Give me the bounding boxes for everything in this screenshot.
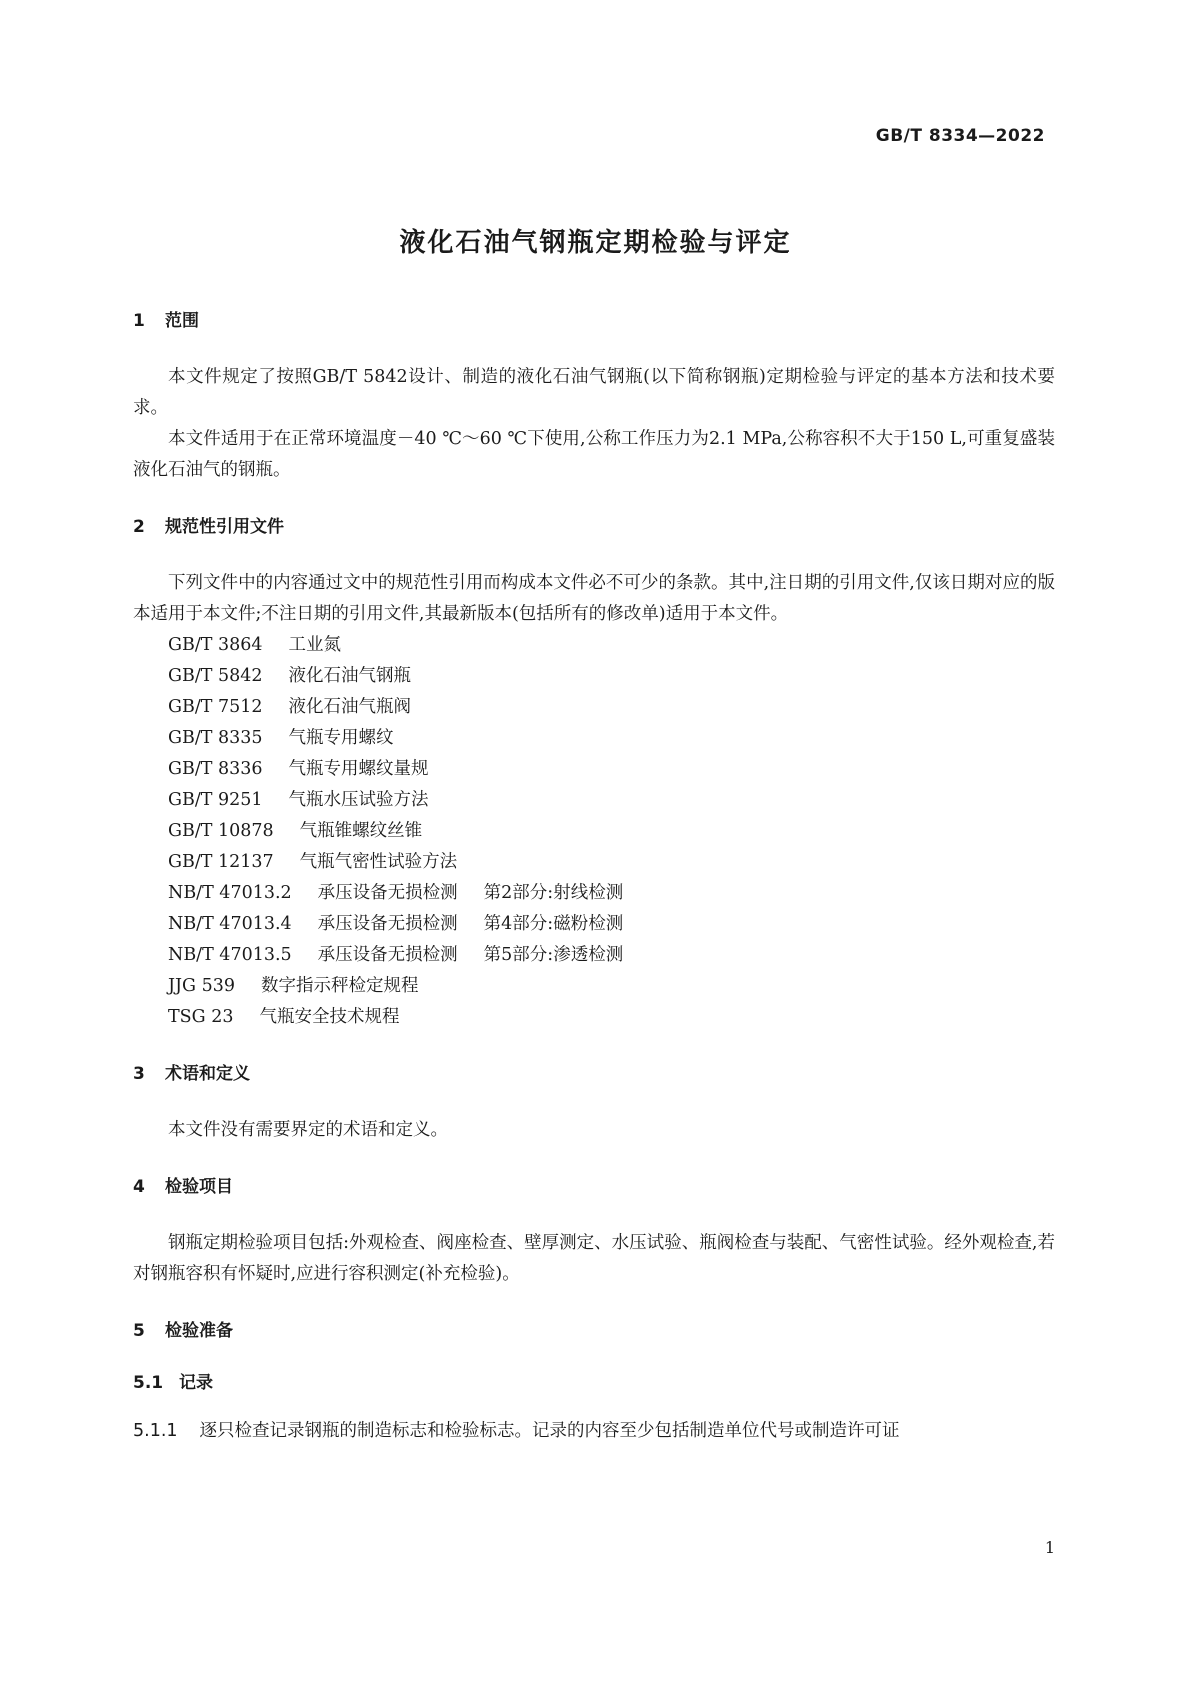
reference-code: GB/T 5842 (168, 666, 263, 686)
paragraph: 钢瓶定期检验项目包括:外观检查、阀座检查、壁厚测定、水压试验、瓶阀检查与装配、气密性试验。经外观检查,若对钢瓶容积有怀疑时,应进行容积测定(补充检验)。 (133, 1233, 1055, 1284)
reference-code: GB/T 9251 (168, 790, 263, 810)
reference-title: 工业氮 (288, 635, 342, 655)
reference-code: GB/T 3864 (168, 635, 263, 655)
section-title: 检验准备 (165, 1321, 233, 1341)
reference-part: 第2部分:射线检测 (483, 883, 624, 903)
reference-code: GB/T 7512 (168, 697, 263, 717)
paragraph: 本文件适用于在正常环境温度－40 ℃～60 ℃下使用,公称工作压力为2.1 MPa,公称容积不大于150 L,可重复盛装液化石油气的钢瓶。 (133, 429, 1055, 480)
clause-5-1-1 (133, 1416, 1055, 1447)
subsection-number: 5.1 (133, 1373, 164, 1393)
standard-code: GB/T 8334—2022 (875, 126, 1045, 146)
list-item (133, 878, 1055, 909)
page-number: 1 (1044, 1538, 1055, 1557)
list-item (133, 847, 1055, 878)
reference-title: 气瓶水压试验方法 (288, 790, 429, 810)
reference-title: 气瓶安全技术规程 (259, 1007, 400, 1027)
subsection-title: 记录 (179, 1373, 213, 1393)
list-item (133, 692, 1055, 723)
list-item (133, 909, 1055, 940)
paragraph: 本文件规定了按照GB/T 5842设计、制造的液化石油气钢瓶(以下简称钢瓶)定期检验与评定的基本方法和技术要求。 (133, 367, 1055, 418)
section-number: 5 (133, 1321, 145, 1341)
reference-code: GB/T 10878 (168, 821, 274, 841)
reference-title: 气瓶专用螺纹 (288, 728, 394, 748)
reference-code: NB/T 47013.4 (168, 914, 292, 934)
reference-title: 承压设备无损检测 (317, 945, 458, 965)
section-3-heading (133, 1063, 1055, 1085)
section-number: 2 (133, 517, 145, 537)
subsection-5-1-heading (133, 1372, 1055, 1394)
paragraph: 下列文件中的内容通过文中的规范性引用而构成本文件必不可少的条款。其中,注日期的引用文件,仅该日期对应的版本适用于本文件;不注日期的引用文件,其最新版本(包括所有的修改单)适用于本文件。 (133, 573, 1055, 624)
section-title: 范围 (165, 311, 199, 331)
reference-title: 气瓶锥螺纹丝锥 (299, 821, 423, 841)
document-body (133, 310, 1055, 1447)
list-item (133, 754, 1055, 785)
section-title: 规范性引用文件 (165, 517, 284, 537)
reference-code: JJG 539 (168, 976, 235, 996)
paragraph: 本文件没有需要界定的术语和定义。 (168, 1120, 448, 1140)
section-number: 1 (133, 311, 145, 331)
reference-part: 第5部分:渗透检测 (483, 945, 624, 965)
reference-list (133, 630, 1055, 1033)
reference-code: NB/T 47013.2 (168, 883, 292, 903)
section-4-heading (133, 1176, 1055, 1198)
list-item (133, 1002, 1055, 1033)
list-item (133, 630, 1055, 661)
list-item (133, 940, 1055, 971)
reference-part: 第4部分:磁粉检测 (483, 914, 624, 934)
reference-title: 气瓶气密性试验方法 (299, 852, 458, 872)
clause-text: 逐只检查记录钢瓶的制造标志和检验标志。记录的内容至少包括制造单位代号或制造许可证 (199, 1421, 900, 1441)
section-number: 4 (133, 1177, 145, 1197)
reference-title: 气瓶专用螺纹量规 (288, 759, 429, 779)
reference-title: 数字指示秤检定规程 (260, 976, 419, 996)
section-title: 术语和定义 (165, 1064, 250, 1084)
reference-title: 液化石油气钢瓶 (288, 666, 412, 686)
section-2-heading (133, 516, 1055, 538)
section-5-heading (133, 1320, 1055, 1342)
list-item (133, 785, 1055, 816)
reference-code: TSG 23 (168, 1007, 234, 1027)
list-item (133, 971, 1055, 1002)
document-title: 液化石油气钢瓶定期检验与评定 (399, 228, 792, 258)
reference-title: 液化石油气瓶阀 (288, 697, 412, 717)
list-item (133, 723, 1055, 754)
section-title: 检验项目 (165, 1177, 233, 1197)
section-1-heading (133, 310, 1055, 332)
reference-title: 承压设备无损检测 (317, 914, 458, 934)
reference-code: GB/T 8335 (168, 728, 263, 748)
reference-code: GB/T 12137 (168, 852, 274, 872)
section-number: 3 (133, 1064, 145, 1084)
list-item (133, 816, 1055, 847)
reference-code: NB/T 47013.5 (168, 945, 292, 965)
reference-title: 承压设备无损检测 (317, 883, 458, 903)
reference-code: GB/T 8336 (168, 759, 263, 779)
clause-number: 5.1.1 (133, 1421, 178, 1441)
list-item (133, 661, 1055, 692)
